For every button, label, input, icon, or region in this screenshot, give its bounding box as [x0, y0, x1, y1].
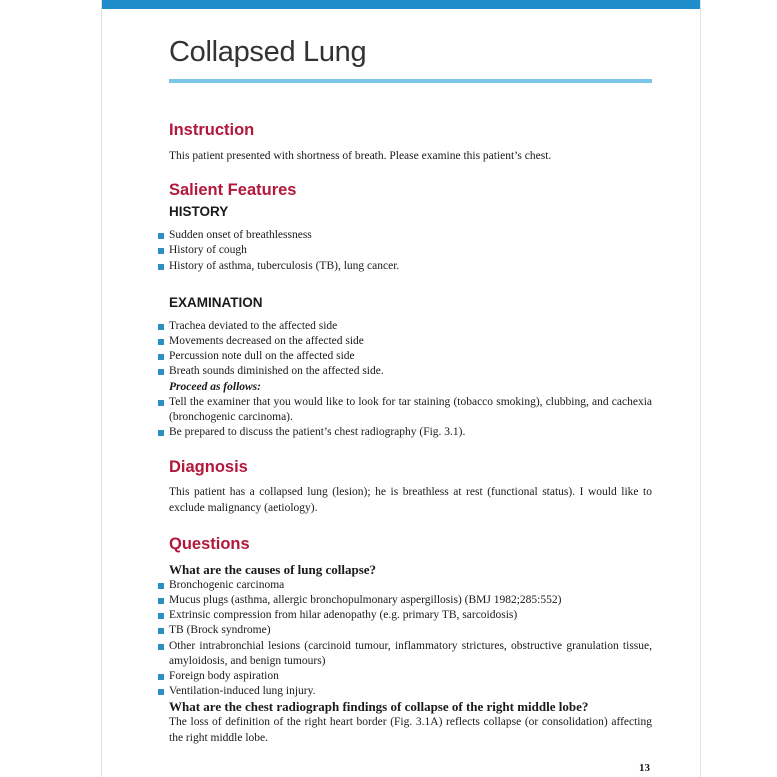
question-2: What are the chest radiograph findings of collapse of the right middle lobe? — [169, 699, 589, 715]
top-color-bar — [102, 0, 700, 9]
list-item: Mucus plugs (asthma, allergic bronchopulmonary aspergillosis) (BMJ 1982;285:552) — [169, 593, 652, 608]
bullet-square-icon — [158, 400, 164, 406]
bullet-square-icon — [158, 628, 164, 634]
list-item: Extrinsic compression from hilar adenopathy (e.g. primary TB, sarcoidosis) — [169, 608, 652, 623]
list-item: Percussion note dull on the affected side — [169, 349, 652, 364]
list-item: Movements decreased on the affected side — [169, 334, 652, 349]
history-heading: HISTORY — [169, 204, 229, 220]
chapter-title: Collapsed Lung — [169, 36, 367, 68]
proceed-label: Proceed as follows: — [169, 380, 261, 393]
list-item: Ventilation-induced lung injury. — [169, 684, 652, 699]
list-item: History of asthma, tuberculosis (TB), lung cancer. — [169, 259, 652, 274]
bullet-square-icon — [158, 674, 164, 680]
bullet-square-icon — [158, 354, 164, 360]
bullet-square-icon — [158, 324, 164, 330]
list-item: Foreign body aspiration — [169, 669, 652, 684]
proceed-list — [169, 395, 652, 441]
list-item: Trachea deviated to the affected side — [169, 319, 652, 334]
bullet-square-icon — [158, 430, 164, 436]
bullet-square-icon — [158, 598, 164, 604]
bullet-square-icon — [158, 264, 164, 270]
diagnosis-heading: Diagnosis — [169, 458, 248, 477]
question-1: What are the causes of lung collapse? — [169, 561, 377, 577]
question-2-answer: The loss of definition of the right heart border (Fig. 3.1A) reflects collapse (or consolidation) affecting the right middle lobe. — [169, 716, 652, 744]
list-item: Be prepared to discuss the patient’s chest radiography (Fig. 3.1). — [169, 425, 652, 440]
salient-features-heading: Salient Features — [169, 181, 297, 200]
causes-list — [169, 578, 652, 700]
bullet-square-icon — [158, 613, 164, 619]
list-item: Tell the examiner that you would like to look for tar staining (tobacco smoking), clubbing, and cachexia (bronchogenic carcinoma). — [169, 395, 652, 425]
list-item: History of cough — [169, 243, 652, 258]
page-number: 13 — [639, 762, 650, 774]
bullet-square-icon — [158, 248, 164, 254]
diagnosis-text: This patient has a collapsed lung (lesion); he is breathless at rest (functional status). I would like to exclude malignancy (aetiology). — [169, 486, 652, 514]
examination-heading: EXAMINATION — [169, 294, 263, 310]
bullet-square-icon — [158, 233, 164, 239]
list-item: Bronchogenic carcinoma — [169, 578, 652, 593]
book-page — [101, 0, 701, 777]
page-content — [169, 120, 652, 746]
list-item: TB (Brock syndrome) — [169, 623, 652, 638]
bullet-square-icon — [158, 689, 164, 695]
bullet-square-icon — [158, 369, 164, 375]
list-item: Sudden onset of breathlessness — [169, 228, 652, 243]
instruction-heading: Instruction — [169, 121, 255, 139]
list-item: Breath sounds diminished on the affected side. — [169, 364, 652, 379]
bullet-square-icon — [158, 339, 164, 345]
title-underline — [169, 79, 652, 83]
bullet-square-icon — [158, 644, 164, 650]
questions-heading: Questions — [169, 534, 250, 553]
bullet-square-icon — [158, 583, 164, 589]
examination-list — [169, 319, 652, 380]
list-item: Other intrabronchial lesions (carcinoid tumour, inflammatory strictures, obstructive granulation tissue, amyloidosis, and benign tumours) — [169, 639, 652, 669]
history-list — [169, 228, 652, 274]
instruction-text: This patient presented with shortness of breath. Please examine this patient’s chest. — [169, 150, 552, 162]
